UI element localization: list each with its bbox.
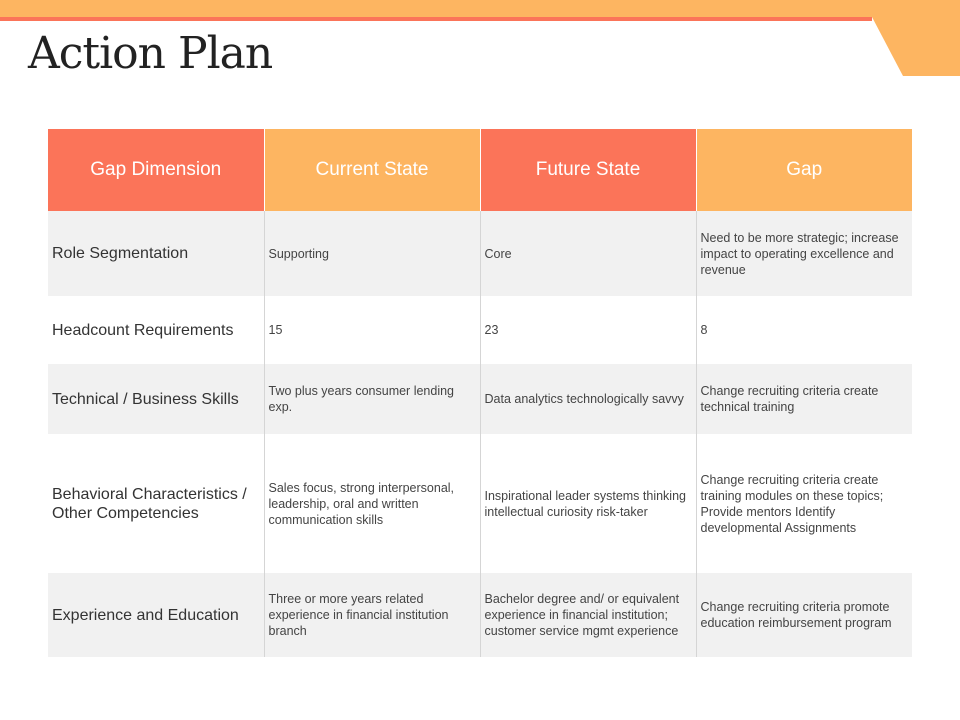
row-future-state: Inspirational leader systems thinking intellectual curiosity risk-taker bbox=[480, 434, 696, 573]
header-gap-dimension: Gap Dimension bbox=[48, 129, 264, 211]
row-current-state: Two plus years consumer lending exp. bbox=[264, 364, 480, 434]
row-gap: Change recruiting criteria create technical training bbox=[696, 364, 912, 434]
table-row bbox=[48, 434, 912, 573]
row-dimension: Headcount Requirements bbox=[48, 296, 264, 364]
row-dimension: Behavioral Characteristics / Other Competencies bbox=[48, 434, 264, 573]
row-future-state: Data analytics technologically savvy bbox=[480, 364, 696, 434]
header-gap: Gap bbox=[696, 129, 912, 211]
row-future-state: 23 bbox=[480, 296, 696, 364]
table-header-row bbox=[48, 129, 912, 211]
row-gap: Need to be more strategic; increase impact to operating excellence and revenue bbox=[696, 211, 912, 296]
row-dimension: Role Segmentation bbox=[48, 211, 264, 296]
row-current-state: 15 bbox=[264, 296, 480, 364]
row-future-state: Bachelor degree and/ or equivalent experience in financial institution; customer service mgmt experience bbox=[480, 573, 696, 657]
row-gap: 8 bbox=[696, 296, 912, 364]
table-row bbox=[48, 296, 912, 364]
header-current-state: Current State bbox=[264, 129, 480, 211]
row-future-state: Core bbox=[480, 211, 696, 296]
row-dimension: Technical / Business Skills bbox=[48, 364, 264, 434]
slide-title: Action Plan bbox=[28, 28, 273, 79]
row-dimension: Experience and Education bbox=[48, 573, 264, 657]
row-current-state: Supporting bbox=[264, 211, 480, 296]
row-current-state: Three or more years related experience in financial institution branch bbox=[264, 573, 480, 657]
table-row bbox=[48, 364, 912, 434]
row-current-state: Sales focus, strong interpersonal, leadership, oral and written communication skills bbox=[264, 434, 480, 573]
row-gap: Change recruiting criteria create training modules on these topics; Provide mentors Identify developmental Assignments bbox=[696, 434, 912, 573]
action-plan-table bbox=[48, 129, 912, 657]
header-future-state: Future State bbox=[480, 129, 696, 211]
table-row bbox=[48, 573, 912, 657]
row-gap: Change recruiting criteria promote education reimbursement program bbox=[696, 573, 912, 657]
table-row bbox=[48, 211, 912, 296]
